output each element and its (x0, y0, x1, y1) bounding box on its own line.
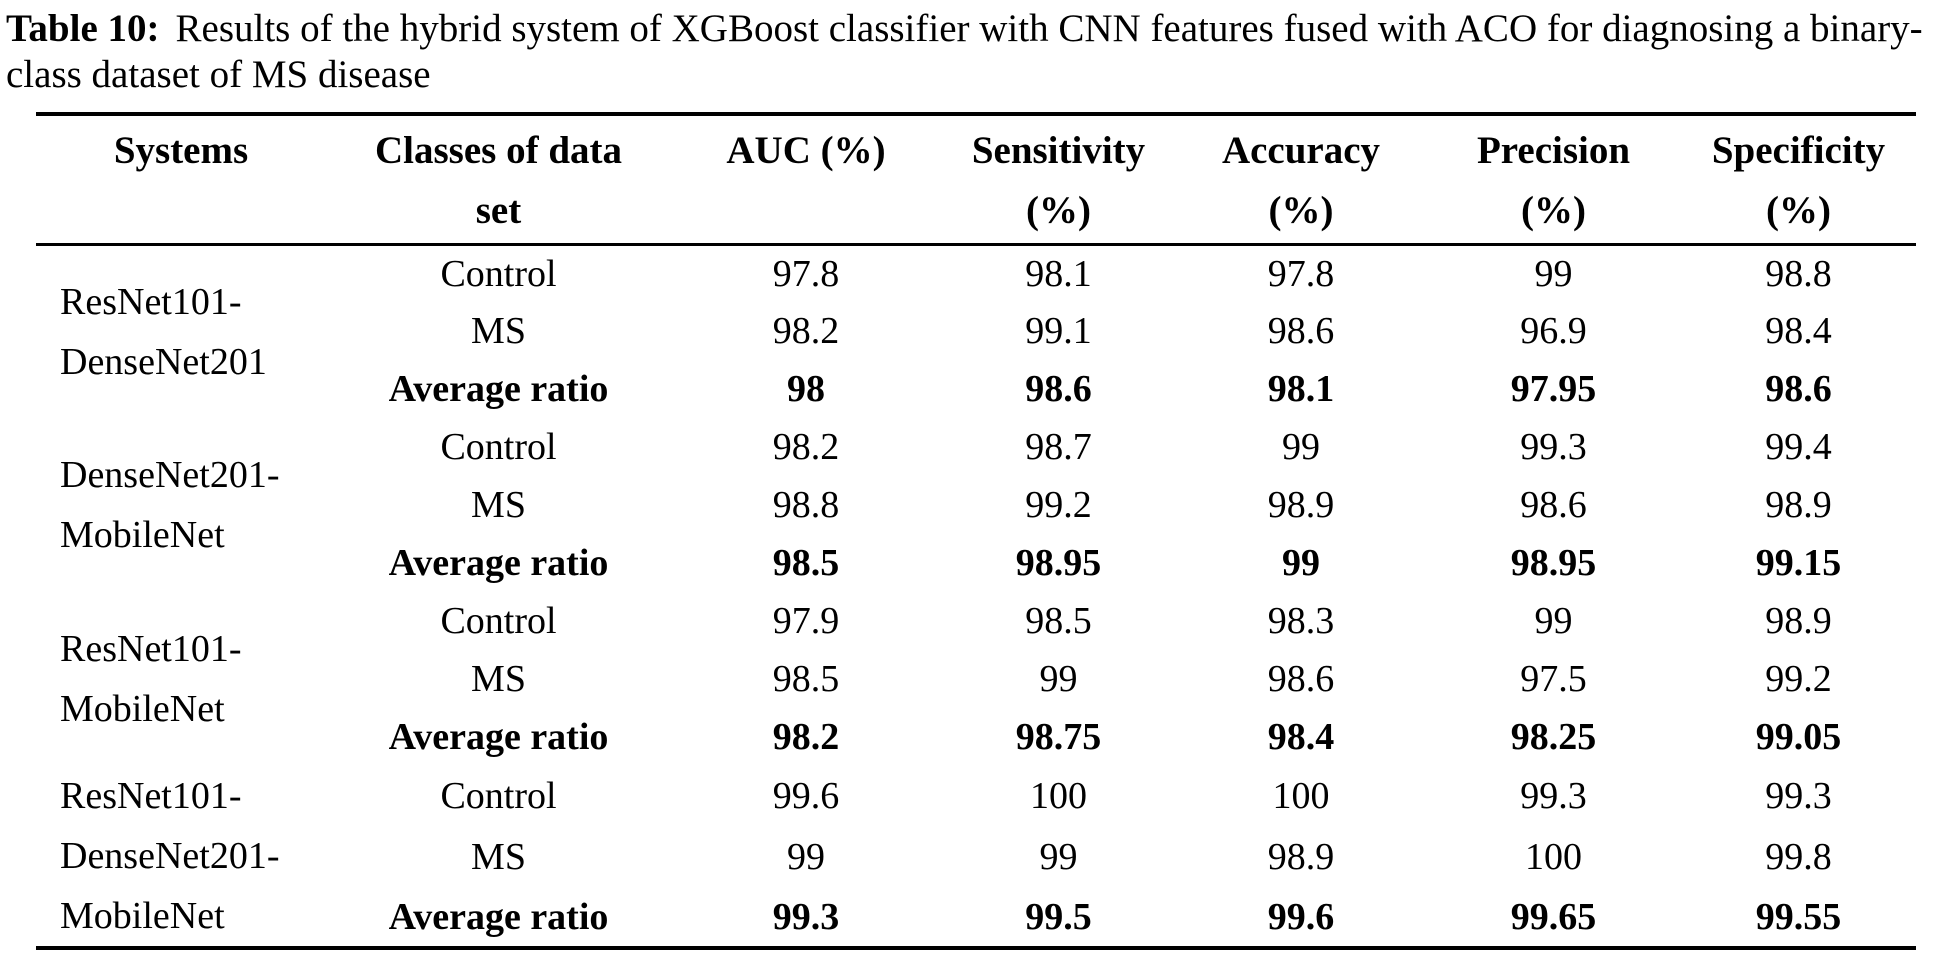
cell-class: MS (471, 836, 526, 879)
cell-auc: 98.5 (772, 542, 840, 585)
cell-class: MS (471, 658, 526, 701)
system-name-resnet101-mobilenet: ResNet101- MobileNet (60, 628, 242, 731)
cell-specificity: 99.2 (1765, 658, 1832, 701)
cell-precision: 99 (1534, 600, 1573, 643)
cell-class: Control (440, 252, 557, 295)
cell-auc: 98.2 (772, 716, 840, 759)
cell-specificity: 98.9 (1765, 600, 1832, 643)
cell-precision: 99.65 (1510, 895, 1597, 938)
cell-specificity: 98.8 (1765, 252, 1832, 295)
cell-precision: 98.25 (1510, 716, 1597, 759)
cell-accuracy: 98.4 (1267, 716, 1335, 759)
table-row (36, 766, 1916, 827)
cell-specificity: 98.4 (1765, 310, 1832, 353)
cell-auc: 98.2 (772, 310, 840, 353)
results-table (36, 112, 1916, 950)
cell-class: MS (471, 310, 526, 353)
cell-sensitivity: 99.2 (1025, 484, 1092, 527)
cell-precision: 97.95 (1510, 368, 1597, 411)
cell-specificity: 99.8 (1765, 836, 1832, 879)
cell-precision: 99.3 (1520, 775, 1587, 818)
caption-text-line2: class dataset of MS disease (6, 53, 431, 97)
caption-text-line1: Results of the hybrid system of XGBoost classifier with CNN features fused with ACO for diagnosing a binary- (175, 7, 1923, 50)
column-header-specificity: Specificity (%) (1711, 129, 1886, 233)
cell-class: Average ratio (388, 368, 609, 411)
cell-auc: 99 (787, 836, 825, 879)
cell-sensitivity: 98.1 (1025, 252, 1092, 295)
cell-specificity: 98.9 (1765, 484, 1832, 527)
cell-specificity: 99.05 (1755, 716, 1842, 759)
cell-precision: 98.95 (1510, 542, 1597, 585)
cell-class: Average ratio (388, 895, 609, 938)
cell-sensitivity: 99.1 (1025, 310, 1092, 353)
caption-line-1 (6, 6, 1945, 52)
cell-auc: 99.3 (772, 895, 840, 938)
column-header-classes: Classes of data set (374, 129, 622, 233)
cell-auc: 99.6 (772, 775, 840, 818)
cell-accuracy: 100 (1272, 775, 1330, 818)
cell-specificity: 99.55 (1755, 895, 1842, 938)
cell-sensitivity: 99 (1039, 658, 1078, 701)
cell-accuracy: 99.6 (1267, 895, 1335, 938)
column-header-auc: AUC (%) (726, 129, 886, 173)
cell-specificity: 99.15 (1755, 542, 1842, 585)
table-number-label: Table 10: (6, 7, 160, 50)
cell-precision: 99 (1534, 252, 1573, 295)
cell-auc: 98.8 (772, 484, 840, 527)
cell-accuracy: 98.6 (1267, 310, 1335, 353)
cell-accuracy: 98.1 (1267, 368, 1335, 411)
table-row (36, 244, 1916, 302)
cell-sensitivity: 98.95 (1015, 542, 1102, 585)
system-name-resnet101-densenet201-mobilenet: ResNet101- DenseNet201- MobileNet (60, 775, 280, 938)
cell-auc: 98 (787, 368, 825, 411)
cell-class: MS (471, 484, 526, 527)
cell-class: Control (440, 775, 557, 818)
cell-accuracy: 97.8 (1267, 252, 1335, 295)
cell-accuracy: 99 (1282, 426, 1320, 469)
cell-sensitivity: 98.75 (1015, 716, 1102, 759)
cell-accuracy: 98.3 (1267, 600, 1335, 643)
cell-specificity: 99.4 (1765, 426, 1832, 469)
column-header-systems: Systems (113, 129, 249, 173)
column-header-sensitivity: Sensitivity (%) (971, 129, 1146, 233)
cell-precision: 98.6 (1520, 484, 1587, 527)
cell-auc: 97.9 (772, 600, 840, 643)
cell-auc: 98.2 (772, 426, 840, 469)
cell-accuracy: 99 (1282, 542, 1320, 585)
cell-class: Control (440, 600, 557, 643)
cell-accuracy: 98.9 (1267, 836, 1335, 879)
table-caption (0, 0, 1951, 98)
cell-class: Average ratio (388, 716, 609, 759)
column-header-precision: Precision (%) (1476, 129, 1631, 233)
cell-class: Average ratio (388, 542, 609, 585)
table-row (36, 418, 1916, 476)
cell-precision: 100 (1525, 836, 1582, 879)
table-row (36, 592, 1916, 650)
cell-class: Control (440, 426, 557, 469)
system-name-densenet201-mobilenet: DenseNet201- MobileNet (60, 454, 280, 557)
cell-specificity: 99.3 (1765, 775, 1832, 818)
cell-sensitivity: 98.5 (1025, 600, 1092, 643)
cell-auc: 97.8 (772, 252, 840, 295)
cell-sensitivity: 98.6 (1025, 368, 1092, 411)
cell-sensitivity: 99.5 (1025, 895, 1092, 938)
cell-accuracy: 98.9 (1267, 484, 1335, 527)
cell-precision: 96.9 (1520, 310, 1587, 353)
cell-specificity: 98.6 (1765, 368, 1832, 411)
cell-auc: 98.5 (772, 658, 840, 701)
cell-sensitivity: 99 (1039, 836, 1078, 879)
cell-sensitivity: 98.7 (1025, 426, 1092, 469)
cell-accuracy: 98.6 (1267, 658, 1335, 701)
header-row (36, 114, 1916, 244)
cell-sensitivity: 100 (1030, 775, 1087, 818)
system-name-resnet101-densenet201: ResNet101- DenseNet201 (60, 280, 267, 383)
cell-precision: 99.3 (1520, 426, 1587, 469)
cell-precision: 97.5 (1520, 658, 1587, 701)
column-header-accuracy: Accuracy (%) (1221, 129, 1381, 233)
